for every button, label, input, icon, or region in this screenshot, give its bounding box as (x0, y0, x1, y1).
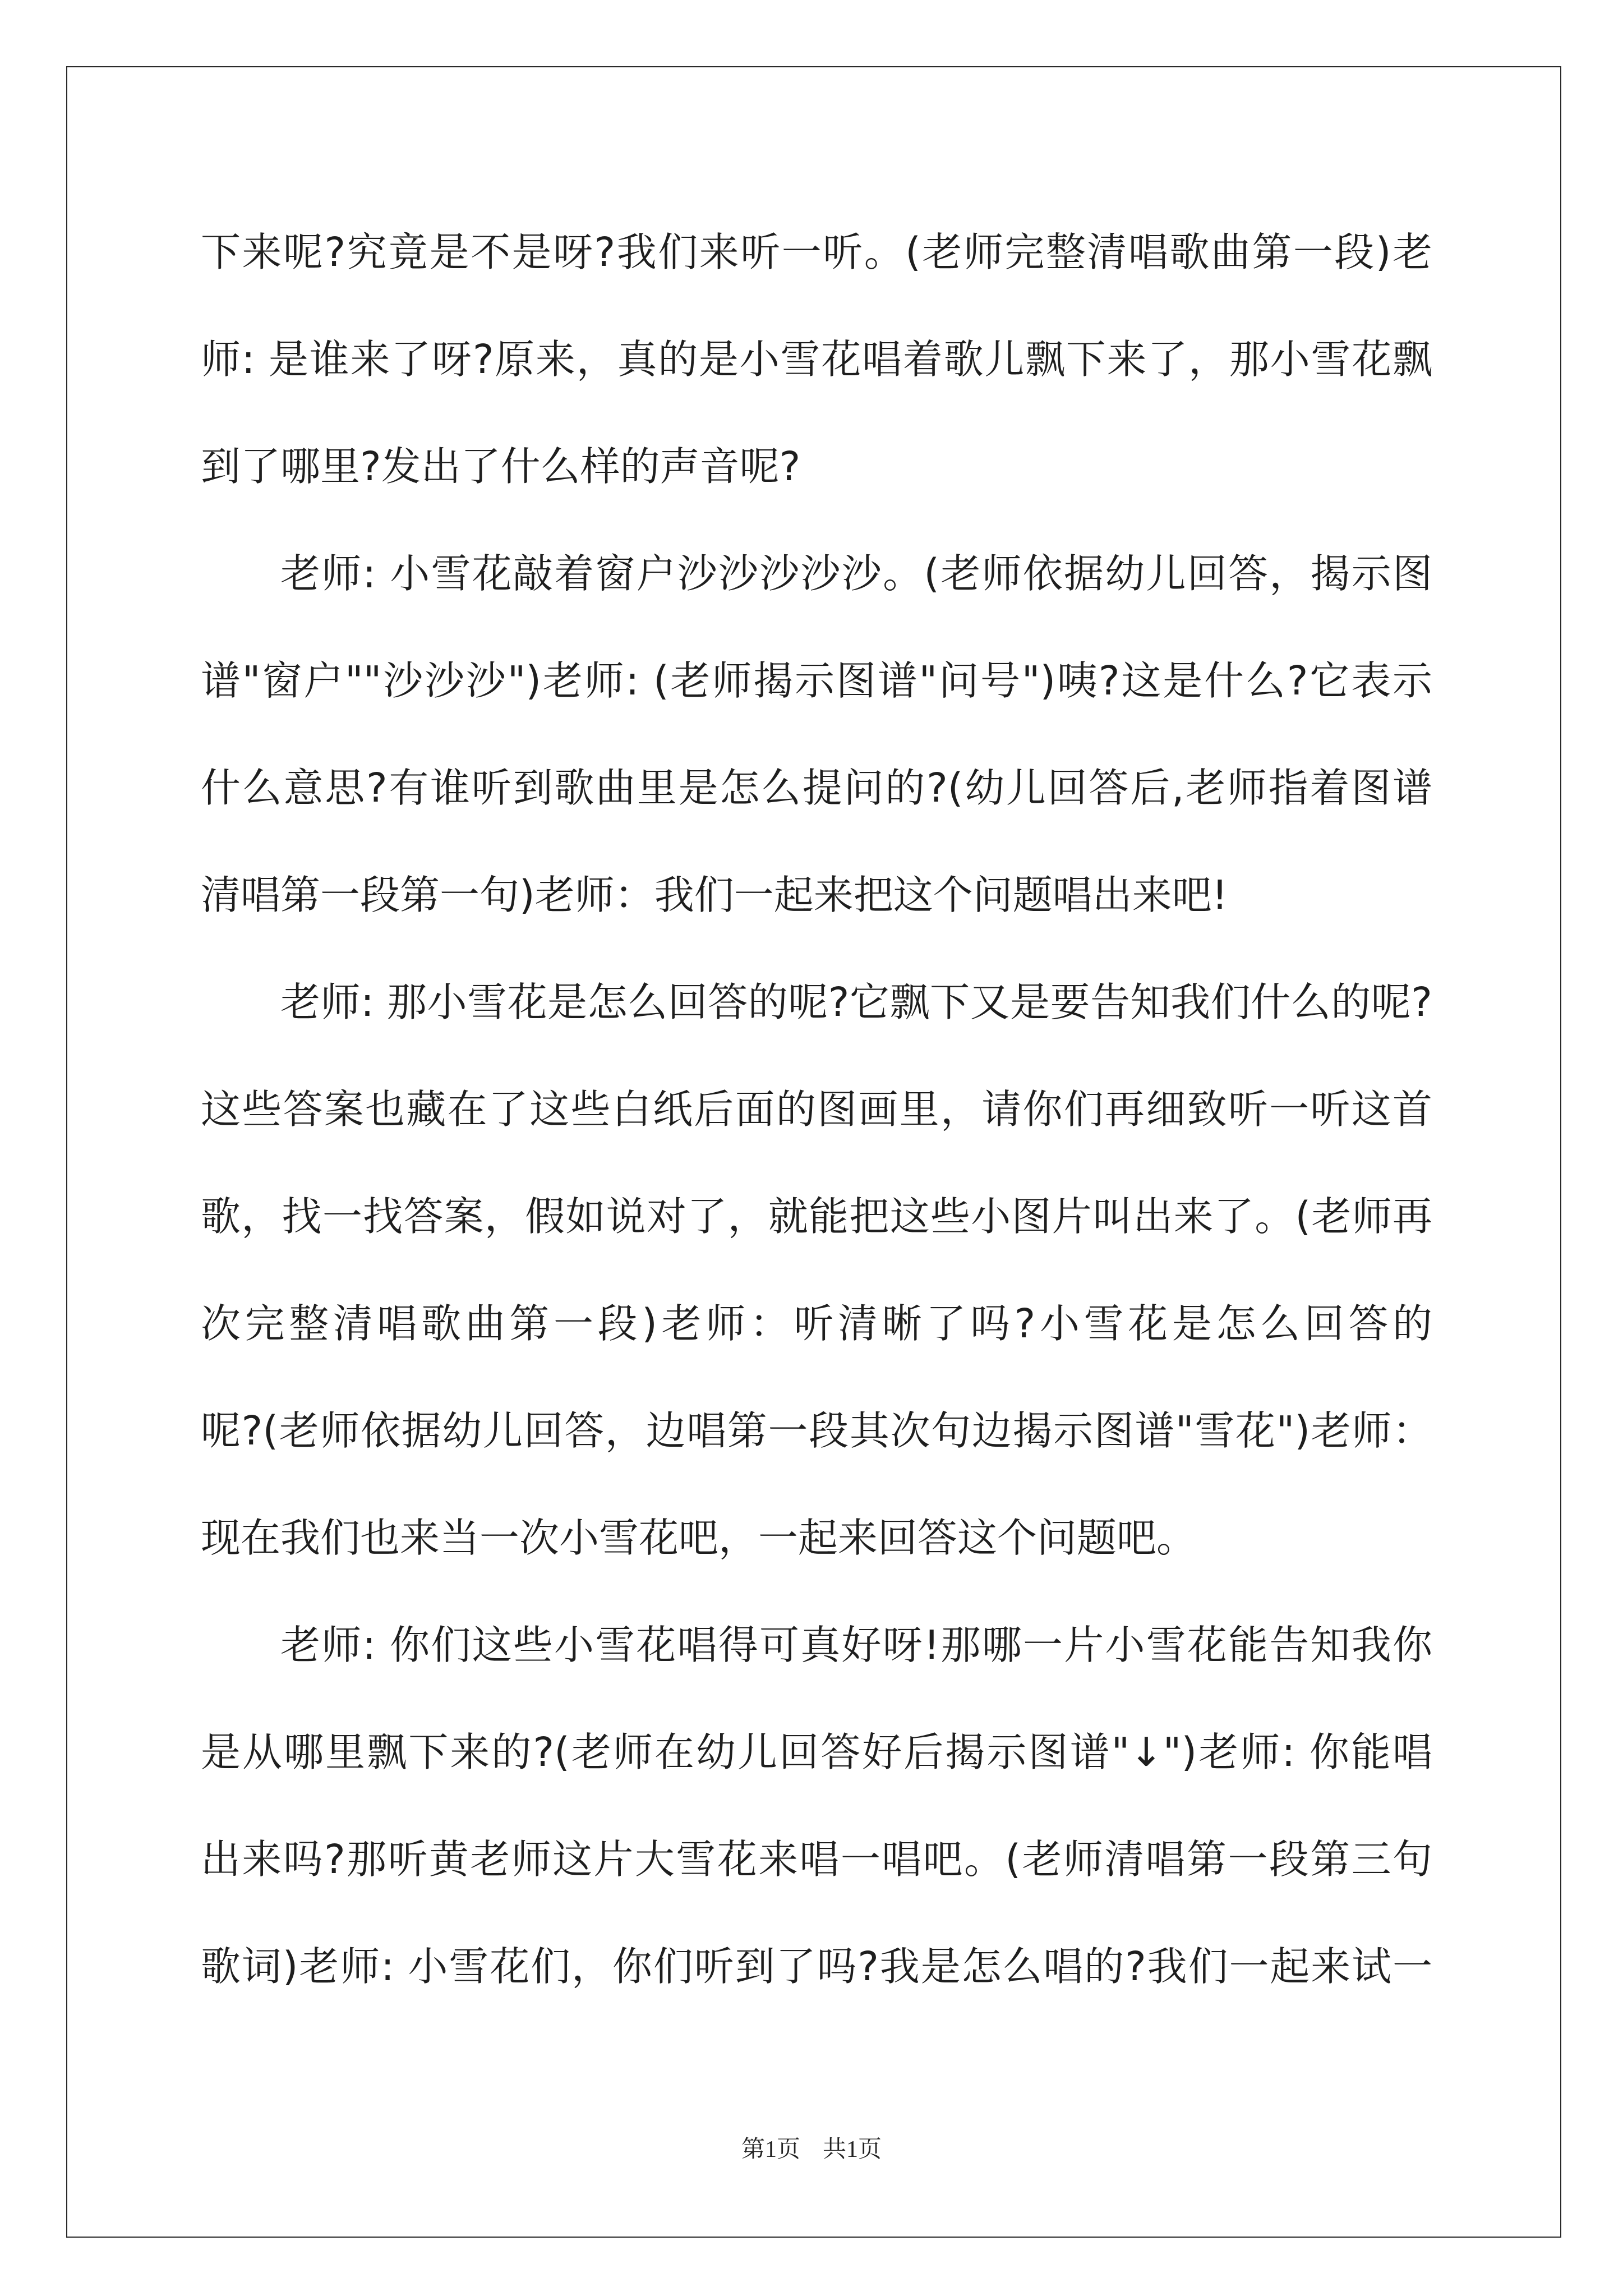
text-line: 歌，找一找答案，假如说对了，就能把这些小图片叫出来了。(老师再 (201, 1193, 1432, 1240)
paragraph (201, 520, 1432, 949)
text-line: 次完整清唱歌曲第一段)老师：听清晰了吗?小雪花是怎么回答的 (201, 1300, 1432, 1347)
text-line: 什么意思?有谁听到歌曲里是怎么提问的?(幼儿回答后,老师指着图谱 (201, 765, 1432, 811)
text-line: 老师: 小雪花敲着窗户沙沙沙沙沙。(老师依据幼儿回答，揭示图 (280, 550, 1432, 597)
paragraph (201, 199, 1432, 520)
text-line: 老师: 你们这些小雪花唱得可真好呀!那哪一片小雪花能告知我你 (280, 1622, 1432, 1668)
text-line: 这些答案也藏在了这些白纸后面的图画里，请你们再细致听一听这首 (201, 1086, 1432, 1133)
paragraph (201, 1591, 1432, 2020)
page-footer (0, 2136, 1623, 2163)
text-line: 是从哪里飘下来的?(老师在幼儿回答好后揭示图谱"↓")老师: 你能唱 (201, 1729, 1432, 1775)
page-total: 共1页 (823, 2137, 882, 2162)
body-text (201, 199, 1432, 2020)
text-line: 下来呢?究竟是不是呀?我们来听一听。(老师完整清唱歌曲第一段)老 (201, 229, 1432, 275)
text-line: 师: 是谁来了呀?原来，真的是小雪花唱着歌儿飘下来了，那小雪花飘 (201, 336, 1432, 383)
page-number: 第1页 (741, 2137, 800, 2162)
text-line: 出来吗?那听黄老师这片大雪花来唱一唱吧。(老师清唱第一段第三句 (201, 1836, 1432, 1883)
text-line: 清唱第一段第一句)老师：我们一起来把这个问题唱出来吧! (201, 872, 1228, 918)
text-line: 呢?(老师依据幼儿回答，边唱第一段其次句边揭示图谱"雪花")老师： (201, 1407, 1432, 1454)
text-line: 到了哪里?发出了什么样的声音呢? (201, 443, 801, 490)
paragraph (201, 949, 1432, 1591)
text-line: 歌词)老师: 小雪花们，你们听到了吗?我是怎么唱的?我们一起来试一 (201, 1943, 1432, 1990)
text-line: 老师: 那小雪花是怎么回答的呢?它飘下又是要告知我们什么的呢? (280, 979, 1432, 1025)
text-line: 谱"窗户""沙沙沙")老师: (老师揭示图谱"问号")咦?这是什么?它表示 (201, 657, 1432, 704)
text-line: 现在我们也来当一次小雪花吧，一起来回答这个问题吧。 (201, 1515, 1197, 1561)
